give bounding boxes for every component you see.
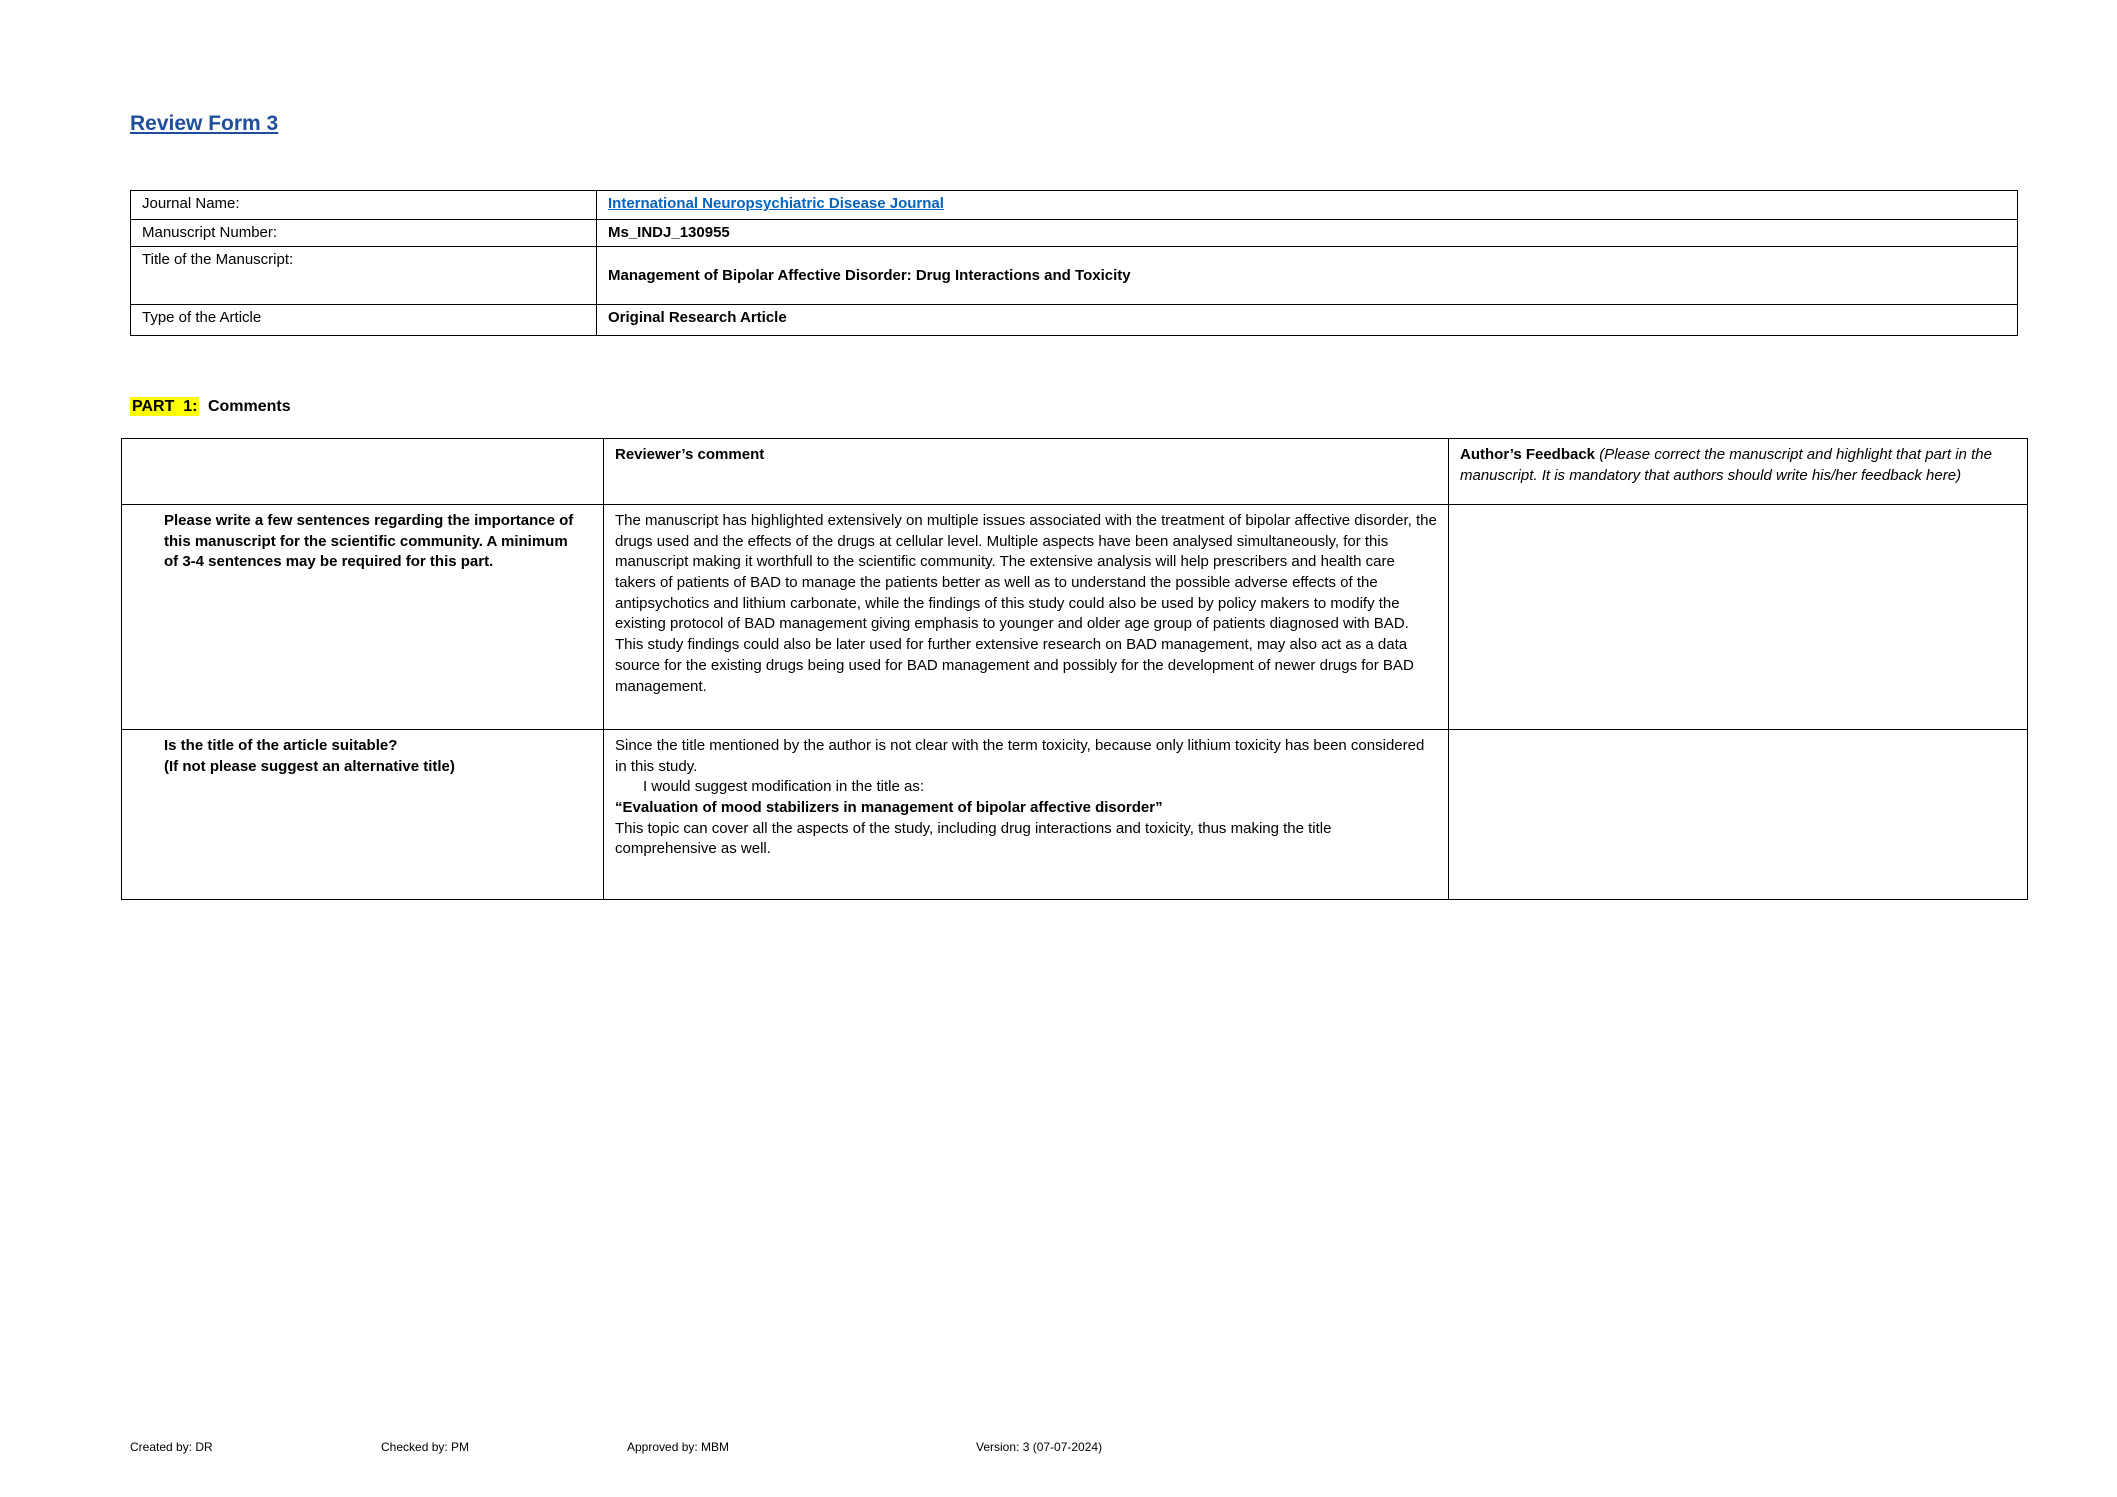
question-importance: Please write a few sentences regarding the importance of this manuscript for the scientific community. A minimum of 3-4 sentences may be required for this part. (122, 505, 604, 730)
table-row (131, 247, 2018, 305)
reviewer-comment-importance: The manuscript has highlighted extensively on multiple issues associated with the treatment of bipolar affective disorder, the drugs used and the effects of the drugs at cellular level. Multiple aspects have been analysed simultaneously, for this manuscript making it worthfull to the scientific community. The extensive analysis will help prescribers and health care takers of patients of BAD to manage the patients better as well as to understand the possible adverse effects of the antipsychotics and lithium carbonate, while the findings of this study could also be used by policy makers to modify the existing protocol of BAD management giving emphasis to younger and older age group of patients diagnosed with BAD. This study findings could also be later used for further extensive research on BAD management, may also act as a data source for the existing drugs being used for BAD management and possibly for the development of newer drugs for BAD management. (604, 505, 1449, 730)
table-row (122, 730, 2028, 900)
journal-name-cell (597, 191, 2018, 220)
manuscript-title-label: Title of the Manuscript: (131, 247, 597, 305)
table-row (131, 191, 2018, 220)
author-feedback-header-note: (Please correct the manuscript and highlight that part in the manuscript. It is mandatory that authors should write his/her feedback here) (1460, 446, 1992, 484)
part1-title: Comments (207, 398, 291, 415)
part1-heading (130, 398, 291, 416)
journal-name-link[interactable]: International Neuropsychiatric Disease Journal (608, 195, 944, 212)
comment-suggested-title: “Evaluation of mood stabilizers in management of bipolar affective disorder” (615, 799, 1163, 817)
table-row (131, 220, 2018, 247)
table-header-row (122, 439, 2028, 505)
comment-title-para2: I would suggest modification in the title as: (643, 778, 924, 796)
manuscript-meta-table (130, 190, 2018, 336)
manuscript-number-label: Manuscript Number: (131, 220, 597, 247)
header-empty-cell (122, 439, 604, 505)
comments-table (121, 438, 2028, 900)
footer-created: Created by: DR (130, 1440, 213, 1454)
reviewer-comment-header-label: Reviewer’s comment (615, 446, 765, 463)
manuscript-title-value: Management of Bipolar Affective Disorder: Drug Interactions and Toxicity (597, 247, 2018, 305)
reviewer-comment-header (604, 439, 1449, 505)
question-title-line1: Is the title of the article suitable? (164, 737, 398, 754)
manuscript-number-value: Ms_INDJ_130955 (597, 220, 2018, 247)
reviewer-comment-title (604, 730, 1449, 900)
author-feedback-cell[interactable] (1449, 505, 2028, 730)
comment-title-para1: Since the title mentioned by the author is not clear with the term toxicity, because only lithium toxicity has been considered in this study. (615, 737, 1425, 775)
question-title-line2: (If not please suggest an alternative title) (164, 757, 455, 775)
author-feedback-cell[interactable] (1449, 730, 2028, 900)
article-type-value: Original Research Article (597, 305, 2018, 336)
table-row (131, 305, 2018, 336)
article-type-label: Type of the Article (131, 305, 597, 336)
part1-badge: PART 1: (132, 398, 198, 415)
question-title-suitable (122, 730, 604, 900)
journal-name-label: Journal Name: (131, 191, 597, 220)
comment-title-para3: This topic can cover all the aspects of the study, including drug interactions and toxicity, thus making the title comprehensive as well. (615, 819, 1332, 858)
table-row (122, 505, 2028, 730)
author-feedback-header-label: Author’s Feedback (1460, 446, 1596, 463)
footer-checked: Checked by: PM (381, 1440, 470, 1454)
author-feedback-header (1449, 439, 2028, 505)
footer-version: Version: 3 (07-07-2024) (976, 1440, 1103, 1454)
footer-approved: Approved by: MBM (627, 1440, 730, 1454)
page-title[interactable]: Review Form 3 (130, 112, 279, 135)
